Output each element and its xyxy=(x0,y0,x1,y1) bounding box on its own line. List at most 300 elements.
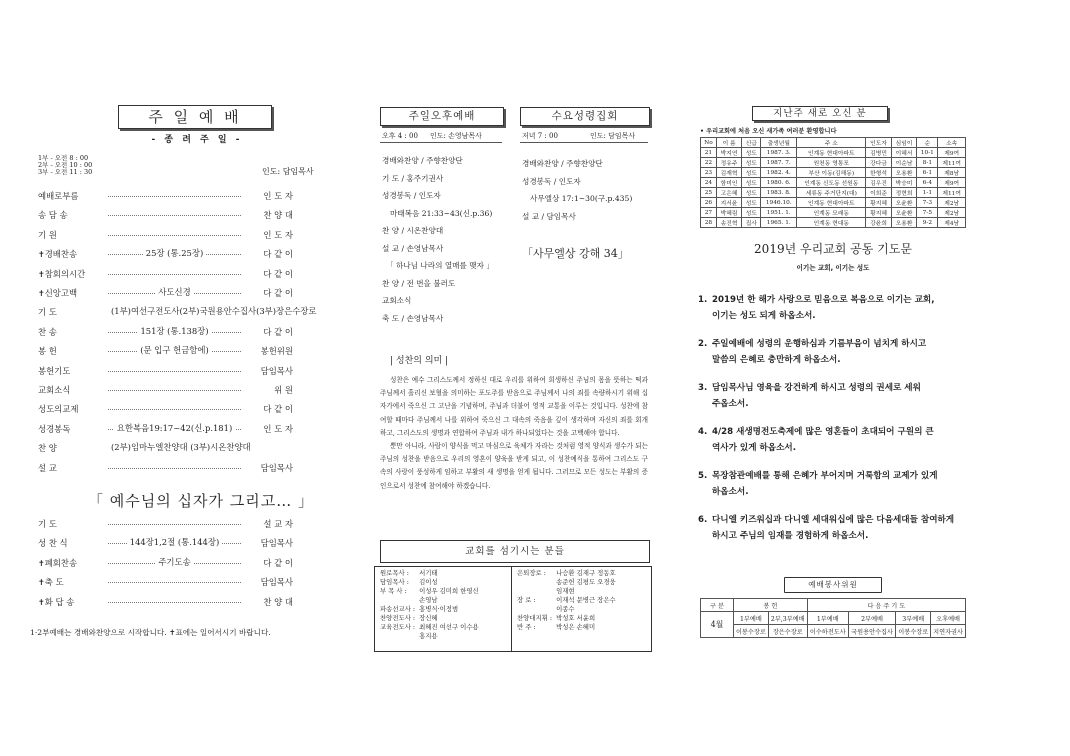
meaning-paragraph-1: 성찬은 예수 그리스도께서 정하신 대로 우리를 위하여 희생하신 주님의 몸을 뜻하는 떡과 주님께서 흘리신 보혈을 의미하는 포도주를 받음으로 주님께서 나의 죄를 속량하시기 위해 십자가에서 죽으신 그 고난을 기념하며, 주님과 더불어 영적 교통을 이루는 것입니다. 성찬에 참여할 때마다 주님께서 나를 위하여 죽으신 그 대속의 죽음을 깊이 생각하며 자신의 죄를 회개하고, 그리스도의 생명과 연합하여 주님과 내가 하나되었다는 것을 고백해야 합니다. xyxy=(380,376,648,437)
service-row-label-text: 기 도 xyxy=(38,307,57,318)
service-row xyxy=(38,403,293,419)
service-row-label xyxy=(38,306,57,318)
staff-role xyxy=(515,578,554,587)
service-row-label-text: 신앙고백 xyxy=(44,288,78,298)
newcomers-header-cell: 소속 xyxy=(938,138,966,148)
service-row-label-text: 성도의교제 xyxy=(38,404,79,415)
staff-names: 나승환 김재구 정동호 xyxy=(556,569,616,577)
service-row xyxy=(38,596,293,612)
service-row xyxy=(38,576,293,592)
service-row-detail xyxy=(108,422,241,434)
newcomers-cell: 오용환 xyxy=(891,218,916,228)
newcomers-cell: 오윤환 xyxy=(891,208,916,218)
newcomers-header-cell: 심임이 xyxy=(891,138,916,148)
service-row xyxy=(38,287,293,303)
service-row-label-text: 예배로부름 xyxy=(38,191,79,201)
service-row xyxy=(38,384,293,400)
sv-sub-head: 1부예배 xyxy=(807,612,848,625)
service-row xyxy=(38,268,293,284)
staff-role xyxy=(378,596,417,605)
service-row-label xyxy=(38,229,57,241)
prayer-item-text xyxy=(712,336,982,368)
newcomers-cell: 26 xyxy=(701,198,717,208)
newcomers-cell: 22 xyxy=(701,158,717,168)
newcomers-cell: 인계동 현대동 xyxy=(797,218,866,228)
service-row-label xyxy=(38,423,70,435)
newcomers-row xyxy=(701,158,966,168)
newcomers-cell: 박승미 xyxy=(891,178,916,188)
service-row-label-text: 참회의시간 xyxy=(44,268,86,279)
staff-names: 홍지용 xyxy=(419,632,438,640)
afternoon-line: 기 도 / 홍주기권사 xyxy=(382,173,444,183)
staff-divider xyxy=(511,567,512,651)
service-row-label-text: 찬 송 xyxy=(38,326,57,337)
newcomers-cell: 한형석 xyxy=(866,168,891,178)
service-row xyxy=(38,345,293,361)
afternoon-line: 「 하나님 나라의 열매를 맺자 」 xyxy=(386,261,494,270)
newcomers-cell: 오용환 xyxy=(891,168,916,178)
newcomers-cell: 7-3 xyxy=(917,198,938,208)
prayer-item-number: 6. xyxy=(698,515,708,525)
service-time-1: 1부 - 오전 8 : 00 xyxy=(38,154,89,162)
cross-icon: ✝ xyxy=(38,578,45,588)
newcomers-cell: 6-1 xyxy=(917,168,938,178)
service-row-label-text: 성경봉독 xyxy=(38,423,71,434)
newcomers-cell: 이순남 xyxy=(891,158,916,168)
staff-names: 손영남 xyxy=(419,596,438,604)
dotted-leader xyxy=(108,409,241,410)
service-row-label-text: 기 원 xyxy=(38,229,57,240)
staff-names: 임재현 xyxy=(556,587,575,595)
prayer-item-number: 3. xyxy=(698,383,708,393)
dotted-leader xyxy=(108,582,241,583)
newcomers-cell: 1982. 4. xyxy=(761,168,797,178)
newcomers-cell: 송진혁 xyxy=(716,218,741,228)
newcomers-cell: 인계동 신도동 선원동 xyxy=(797,178,866,188)
prayer-item-line: 하시고 주님의 임재를 경험하게 하옵소서. xyxy=(712,531,869,541)
newcomers-cell: 집사 xyxy=(742,218,761,228)
newcomers-cell: 제2남 xyxy=(938,198,966,208)
newcomers-cell: 인계동 모래동 xyxy=(797,208,866,218)
newcomers-cell: 23 xyxy=(701,168,717,178)
sv-sub-head: 3부예배 xyxy=(896,612,931,625)
newcomers-cell: 김병민 xyxy=(866,148,891,158)
sv-sub-head: 오후예배 xyxy=(931,612,966,625)
newcomers-cell: 박지연 xyxy=(716,148,741,158)
newcomers-welcome: • 우리교회에 처음 오신 새가족 여러분 환영합니다 xyxy=(700,128,837,135)
sv-head-division: 구 분 xyxy=(701,599,734,612)
service-row xyxy=(38,442,293,458)
service-row-person: 찬 양 대 xyxy=(243,596,293,608)
prayer-item-line: 주옵소서. xyxy=(712,399,749,409)
staff-row xyxy=(378,587,481,596)
staff-role: 원로목사 : xyxy=(380,569,409,577)
service-row xyxy=(38,209,293,225)
service-committee-title: 예배봉사위원 xyxy=(808,580,858,589)
newcomers-header-cell: 순 xyxy=(917,138,938,148)
service-row-person: 인 도 자 xyxy=(243,423,293,435)
service-row-label xyxy=(38,365,70,377)
prayer-item-line: 4/28 새생명전도축제에 많은 영혼들이 초대되어 구원의 큰 xyxy=(712,427,934,437)
afternoon-line: 교회소식 xyxy=(382,296,412,305)
cross-icon: ✝ xyxy=(38,597,45,607)
service-row xyxy=(38,557,293,573)
service-row-detail-text: 요한복음19:17~42(신.p.181) xyxy=(114,423,235,433)
staff-role xyxy=(515,605,554,614)
newcomers-cell: 세류동 주거단지(대) xyxy=(797,188,866,198)
newcomers-cell: 제2남 xyxy=(938,208,966,218)
newcomers-cell: 10-1 xyxy=(917,148,938,158)
wednesday-title-box xyxy=(520,107,650,126)
newcomers-cell: 9-2 xyxy=(917,218,938,228)
newcomers-row xyxy=(701,208,966,218)
staff-row xyxy=(378,632,481,641)
staff-row xyxy=(378,578,481,587)
service-row-detail xyxy=(108,344,241,356)
service-time-3: 3부 - 오전 11 : 30 xyxy=(38,168,93,176)
staff-role: 찬양전도사 : xyxy=(380,614,416,622)
service-row xyxy=(38,306,317,322)
service-row-person: 다 같 이 xyxy=(243,403,293,415)
newcomers-cell: 6-4 xyxy=(917,178,938,188)
service-row xyxy=(38,326,293,342)
staff-names: 박성호 서윤희 xyxy=(556,614,596,622)
prayer-item-number: 2. xyxy=(698,339,708,349)
service-committee-table xyxy=(700,598,966,638)
staff-names: 박성은 손혜미 xyxy=(556,623,596,631)
service-row-label-text: 경배찬송 xyxy=(44,249,78,260)
staff-names: 서기태 xyxy=(419,569,438,577)
wednesday-line: 사무엘상 17:1~30(구.p.435) xyxy=(530,194,633,203)
newcomers-cell: 제8남 xyxy=(938,168,966,178)
service-row xyxy=(38,229,293,245)
prayer-item-text xyxy=(712,380,982,412)
sv-cell: 이수하전도사 xyxy=(807,625,848,638)
service-time-2: 2부 - 오전 10 : 00 xyxy=(38,161,93,169)
afternoon-line: 마태복음 21:33~43(신.p.36) xyxy=(390,208,493,218)
service-row-label xyxy=(38,287,77,299)
sv-head-offering: 봉 헌 xyxy=(734,599,808,612)
staff-role xyxy=(378,632,417,641)
staff-left xyxy=(378,569,481,641)
service-row xyxy=(38,537,293,553)
newcomers-cell: 강다금 xyxy=(866,158,891,168)
service-row-label xyxy=(38,209,68,221)
service-row-label xyxy=(38,345,57,357)
main-service-leader: 인도: 담임목사 xyxy=(262,167,314,176)
service-row-detail xyxy=(108,305,317,317)
cross-icon: ✝ xyxy=(38,250,45,260)
newcomers-cell: 황지혜 xyxy=(866,198,891,208)
staff-names: 송준헌 김평도 오경웅 xyxy=(556,578,616,586)
sv-cell: 국원용안수집사 xyxy=(848,625,895,638)
afternoon-leader: 인도: 손영남목사 xyxy=(430,132,482,140)
prayer-title: 2019년 우리교회 공동 기도문 xyxy=(754,242,912,256)
service-row-person: 다 같 이 xyxy=(243,326,293,338)
staff-row xyxy=(515,587,618,596)
cross-icon: ✝ xyxy=(38,289,45,298)
newcomers-cell: 제9여 xyxy=(938,148,966,158)
service-row-person: 찬 양 대 xyxy=(243,209,293,221)
dotted-leader xyxy=(108,215,241,216)
service-row-person: 인 도 자 xyxy=(243,190,293,202)
afternoon-line: 설 교 / 손영남목사 xyxy=(382,243,444,253)
prayer-item-line: 역사가 있게 하옵소서. xyxy=(712,443,796,453)
newcomers-cell: 성도 xyxy=(742,208,761,218)
service-row-label xyxy=(38,518,57,530)
afternoon-line: 찬 양 / 시온찬양대 xyxy=(382,226,444,235)
prayer-item-line: 다니엘 키즈워십과 다니엘 세대워십에 많은 다음세대들 참여하게 xyxy=(712,515,955,525)
dotted-leader xyxy=(108,196,241,197)
dotted-leader xyxy=(108,274,241,275)
newcomers-cell: 성도 xyxy=(742,168,761,178)
staff-row xyxy=(378,623,481,632)
service-row-label-text: 축 도 xyxy=(44,577,64,588)
dotted-leader xyxy=(108,468,241,469)
prayer-item-line: 목장참관예배를 통해 은혜가 부어지며 거룩함의 교제가 있게 xyxy=(712,471,938,481)
newcomers-cell: 이혜서 xyxy=(891,148,916,158)
prayer-item-number: 5. xyxy=(698,471,708,481)
newcomers-header-cell: 주 소 xyxy=(797,138,866,148)
staff-row xyxy=(515,578,618,587)
service-row-label xyxy=(38,268,85,280)
newcomers-title-box xyxy=(752,106,888,121)
service-row-detail-text: 151장 (통.138장) xyxy=(137,326,211,336)
newcomers-cell: 인계동 현대아파트 xyxy=(797,148,866,158)
service-row-detail xyxy=(108,441,251,453)
newcomers-cell: 강윤희 xyxy=(866,218,891,228)
service-committee-title-box xyxy=(784,577,882,593)
afternoon-underline xyxy=(380,142,502,143)
main-service-title-box xyxy=(118,105,272,129)
staff-row xyxy=(515,623,618,632)
staff-row xyxy=(378,569,481,578)
newcomers-row xyxy=(701,218,966,228)
newcomers-row xyxy=(701,168,966,178)
newcomers-cell: 인계동 현대아파트 xyxy=(797,198,866,208)
newcomers-cell: 8-1 xyxy=(917,158,938,168)
newcomers-cell: 고은혜 xyxy=(716,188,741,198)
staff-row xyxy=(515,569,618,578)
service-row-label xyxy=(38,403,78,415)
afternoon-time: 오후 4 : 00 xyxy=(382,132,418,140)
staff-role: 부 목 사 : xyxy=(380,587,407,595)
service-row-detail xyxy=(108,556,241,568)
staff-role: 담임목사 : xyxy=(380,578,409,586)
newcomers-cell: 1987. 7. xyxy=(761,158,797,168)
wednesday-line: 경배와찬양 / 주향찬양단 xyxy=(522,159,603,168)
afternoon-line: 경배와찬양 / 주향찬양단 xyxy=(382,156,463,165)
wednesday-series: 「사무엘상 강해 34」 xyxy=(522,247,629,260)
newcomers-cell: 정유주 xyxy=(716,158,741,168)
sv-cell: 이봉수장로 xyxy=(734,625,769,638)
prayer-item-line: 담임목사님 영육을 강건하게 하시고 성령의 권세로 세워 xyxy=(712,383,921,393)
service-row-label xyxy=(38,248,77,260)
newcomers-cell: 24 xyxy=(701,178,717,188)
newcomers-cell: 제11여 xyxy=(938,158,966,168)
staff-names: 최혜진 여선구 이수용 xyxy=(419,623,479,631)
staff-title: 교회를 섬기시는 분들 xyxy=(465,546,565,557)
service-row xyxy=(38,518,293,534)
prayer-item-line: 하옵소서. xyxy=(712,487,749,497)
service-row-person: 위 원 xyxy=(243,384,293,396)
service-row xyxy=(38,365,293,381)
afternoon-line: 축 도 / 손영남목사 xyxy=(382,313,444,323)
staff-role: 찬양대지휘 : xyxy=(517,614,553,622)
service-row-label-text: 송 담 송 xyxy=(38,210,68,221)
newcomers-cell: 황지혜 xyxy=(866,208,891,218)
staff-role: 반 주 : xyxy=(517,623,536,631)
newcomers-cell: 김우진 xyxy=(866,178,891,188)
staff-right xyxy=(515,569,618,632)
newcomers-cell: 성도 xyxy=(742,178,761,188)
service-row-label xyxy=(38,326,57,338)
newcomers-header-cell: 인도자 xyxy=(866,138,891,148)
service-row-label-text: 찬 양 xyxy=(38,443,57,454)
staff-row xyxy=(515,614,618,623)
service-row-label-text: 설 교 xyxy=(38,462,57,473)
staff-names: 이성우 김미희 한영신 xyxy=(419,587,479,595)
newcomers-cell: 1946.10. xyxy=(761,198,797,208)
wednesday-title: 수요성령집회 xyxy=(551,110,619,122)
service-row-label-text: 화 답 송 xyxy=(44,596,75,607)
service-row xyxy=(38,248,293,264)
service-row-detail-text: (1부)여선구전도사(2부)국원용안수집사(3부)장은수장로 xyxy=(108,306,319,316)
staff-names: 홍병식·이정범 xyxy=(419,605,459,613)
dotted-leader xyxy=(108,602,241,603)
service-row-person: 다 같 이 xyxy=(243,268,293,280)
prayer-item-line: 말씀의 은혜로 충만하게 하옵소서. xyxy=(712,355,841,365)
service-row-person: 설 교 자 xyxy=(243,518,293,530)
staff-role: 장 로 : xyxy=(517,596,536,604)
staff-role xyxy=(515,587,554,596)
newcomers-cell: 부산 이동(김해동) xyxy=(797,168,866,178)
wednesday-program xyxy=(522,155,632,225)
service-row-person: 다 같 이 xyxy=(243,287,293,299)
footnote: 1·2부예배는 경배와찬양으로 시작합니다. ✝표에는 일어서시기 바랍니다. xyxy=(30,628,271,637)
newcomers-cell: 박혜림 xyxy=(716,208,741,218)
service-row-person: 담임목사 xyxy=(243,365,293,377)
staff-list xyxy=(378,569,481,641)
newcomers-cell: 1983. 8. xyxy=(761,188,797,198)
service-row-label xyxy=(38,557,77,569)
staff-names: 이재석 문병근 장은수 xyxy=(556,596,616,604)
staff-role: 교육전도사 : xyxy=(380,623,416,631)
sv-month: 4월 xyxy=(701,612,734,638)
wednesday-underline xyxy=(520,142,648,143)
service-row-label xyxy=(38,384,70,396)
staff-names: 이종수 xyxy=(556,605,575,613)
service-row-person: 담임목사 xyxy=(243,537,293,549)
staff-names: 장신혜 xyxy=(419,614,438,622)
service-row-detail xyxy=(108,247,241,259)
service-row-detail xyxy=(108,286,241,298)
newcomers-row xyxy=(701,178,966,188)
newcomers-header-cell: 출생년월 xyxy=(761,138,797,148)
prayer-item-text xyxy=(712,424,982,456)
service-row-label-text: 교회소식 xyxy=(38,385,71,395)
service-row-person: 담임목사 xyxy=(243,462,293,474)
service-row-label-text: 봉 헌 xyxy=(38,346,57,357)
service-times xyxy=(38,155,92,176)
prayer-item-line: 주일예배에 성령의 운행하심과 기름부음이 넘치게 하시고 xyxy=(712,339,927,349)
newcomers-cell: 1951. 1. xyxy=(761,208,797,218)
sv-cell: 이봉수장로 xyxy=(896,625,931,638)
service-row-detail xyxy=(108,325,241,337)
newcomers-cell: 이희준 xyxy=(866,188,891,198)
service-row-label xyxy=(38,576,64,588)
newcomers-table xyxy=(700,137,966,228)
newcomers-cell: 성도 xyxy=(742,198,761,208)
wednesday-time: 저녁 7 : 00 xyxy=(522,132,558,140)
dotted-leader xyxy=(108,390,241,391)
service-row-label-text: 기 도 xyxy=(38,519,57,529)
service-row-detail xyxy=(108,536,241,548)
newcomers-row xyxy=(701,198,966,208)
meaning-title: | 성찬의 의미 | xyxy=(390,356,449,366)
prayer-item-text xyxy=(712,468,982,500)
staff-row xyxy=(515,605,618,614)
cross-icon: ✝ xyxy=(38,269,45,279)
staff-row xyxy=(515,596,618,605)
meaning-paragraph-2: 뿐만 아니라, 사람이 양식을 먹고 마심으로 육체가 자라는 것처럼 영적 양식과 생수가 되는 주님의 성찬을 받음으로 우리의 영혼이 양육을 받게 되고, 이 성찬예식을 통하여 그리스도 구속의 사랑이 풍성하게 임하고 부활의 새 생명을 얻게 됩니다. 그러므로 모든 성도는 부활의 증인으로서 성찬에 참여해야 하겠습니다. xyxy=(380,442,648,490)
prayer-item-text xyxy=(712,512,982,544)
service-row-person: 담임목사 xyxy=(243,576,293,588)
meaning-body xyxy=(380,374,648,493)
sv-sub-head: 2부예배 xyxy=(848,612,895,625)
newcomers-cell: 7-5 xyxy=(917,208,938,218)
service-row-person: 봉헌위원 xyxy=(243,345,293,357)
sv-sub-head: 1부예배 xyxy=(734,612,769,625)
newcomers-cell: 성도 xyxy=(742,148,761,158)
staff-names: 김이성 xyxy=(419,578,438,586)
service-row-label xyxy=(38,596,74,608)
newcomers-cell: 28 xyxy=(701,218,717,228)
newcomers-cell: 오윤환 xyxy=(891,198,916,208)
staff-title-box xyxy=(380,540,650,563)
newcomers-cell: 김재혁 xyxy=(716,168,741,178)
newcomers-cell: 1980. 6. xyxy=(761,178,797,188)
newcomers-cell: 25 xyxy=(701,188,717,198)
staff-list xyxy=(515,569,618,632)
afternoon-line: 찬 양 / 전 번을 불러도 xyxy=(382,278,456,288)
newcomers-title: 지난주 새로 오신 분 xyxy=(773,108,867,119)
sv-head-prayer: 다 음 주 기 도 xyxy=(807,599,965,612)
newcomers-cell: 지서윤 xyxy=(716,198,741,208)
service-row-detail-text: 사도신경 xyxy=(155,287,193,297)
dotted-leader xyxy=(108,524,241,525)
afternoon-program xyxy=(382,152,494,327)
newcomers-cell: 제11여 xyxy=(938,188,966,198)
service-row-label-text: 봉헌기도 xyxy=(38,365,71,376)
service-row xyxy=(38,462,293,478)
prayer-item-number: 1. xyxy=(698,295,708,305)
service-row-label xyxy=(38,462,57,474)
prayer-item-line: 이기는 성도 되게 하옵소서. xyxy=(712,311,816,321)
newcomers-header-cell: No xyxy=(701,138,717,148)
newcomers-cell: 1965. 1. xyxy=(761,218,797,228)
newcomers-cell: 원천동 영통포 xyxy=(797,158,866,168)
service-row-detail-text: (문 입구 헌금함에) xyxy=(137,345,212,355)
newcomers-cell: 성도 xyxy=(742,188,761,198)
staff-row xyxy=(378,614,481,623)
service-row-label xyxy=(38,442,57,454)
service-row-detail-text: (2부)임마누엘찬양대 (3부)시온찬양대 xyxy=(108,442,254,452)
newcomers-cell: 제4남 xyxy=(938,218,966,228)
service-row-person: 다 같 이 xyxy=(243,557,293,569)
newcomers-cell: 성도 xyxy=(742,158,761,168)
wednesday-line: 설 교 / 담임목사 xyxy=(522,211,576,221)
